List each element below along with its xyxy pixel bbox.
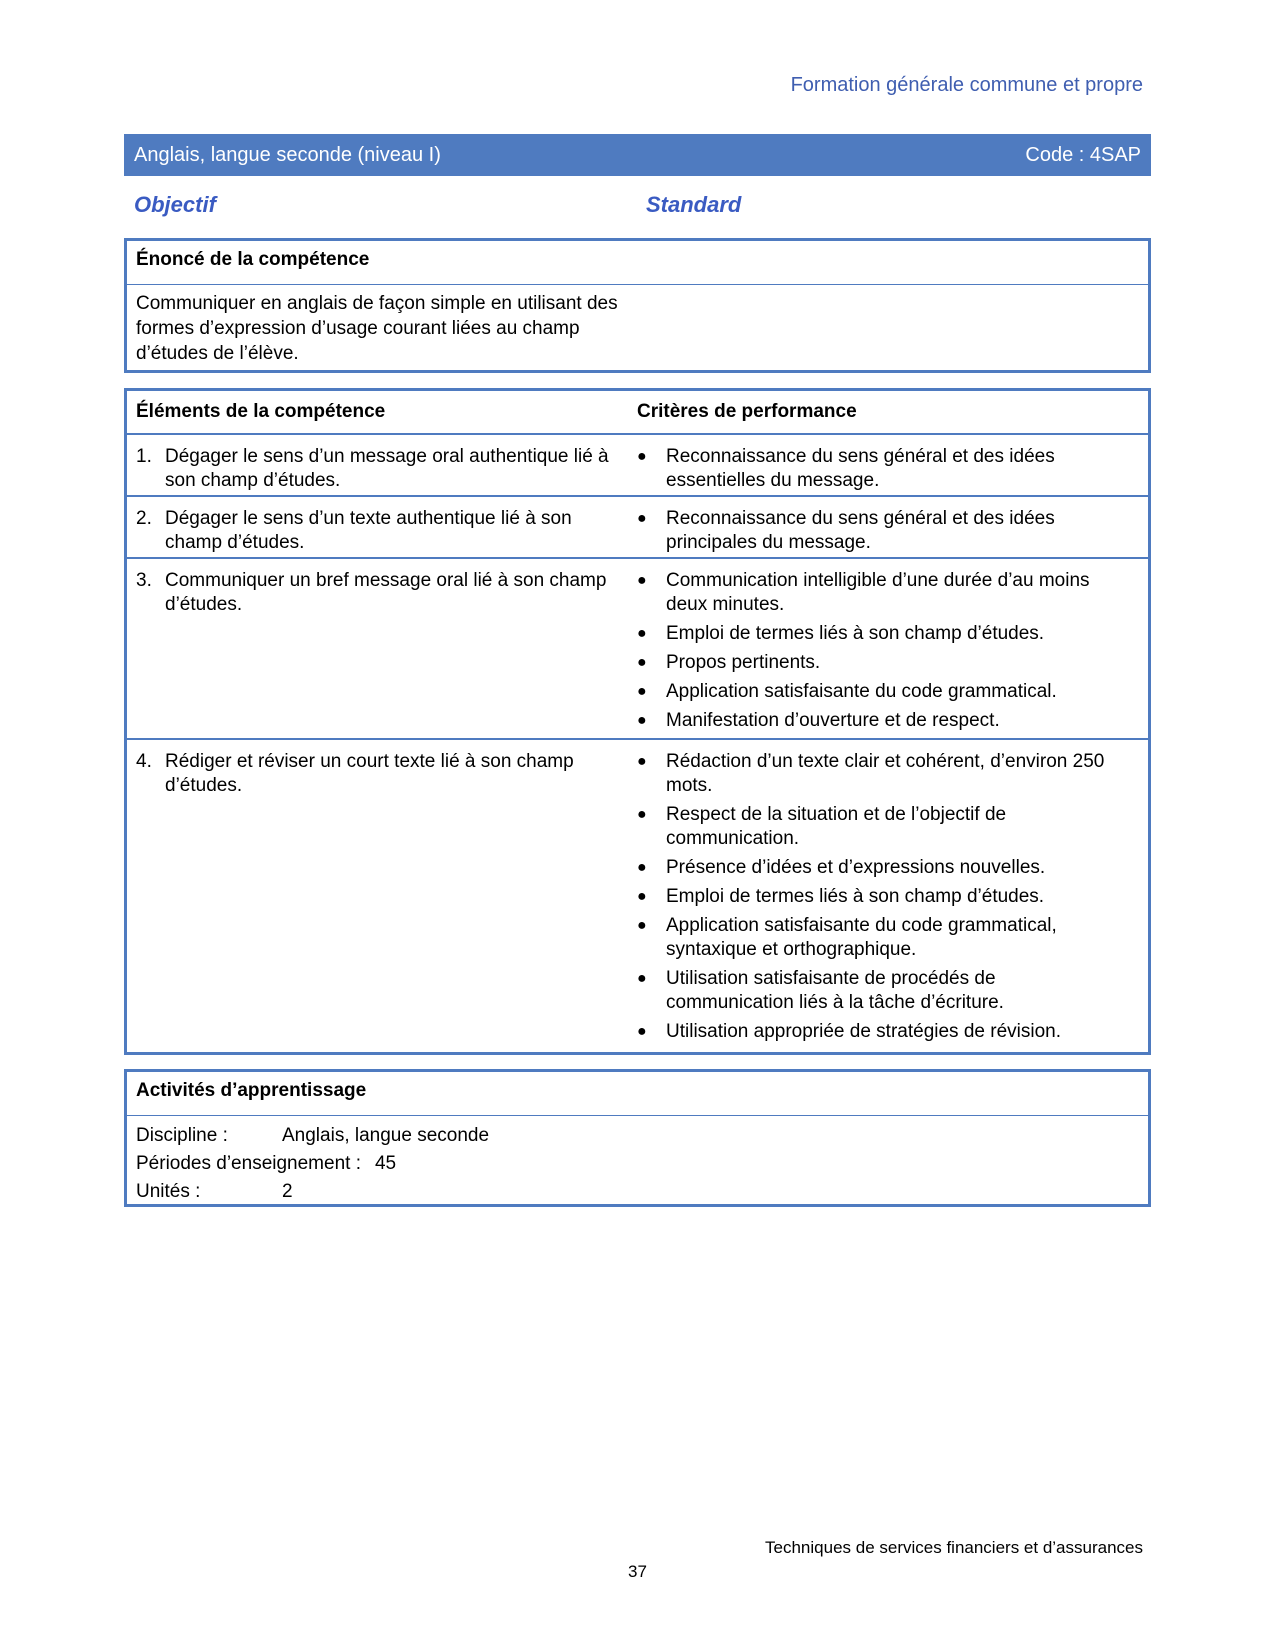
bullet-icon: ● xyxy=(637,970,647,987)
col-criteres-header: Critères de performance xyxy=(637,401,857,422)
criterion: ● Rédaction d’un texte clair et cohérent, d’environ 250 mots. xyxy=(637,751,1105,796)
element-text: Communiquer un bref message oral lié à son champ d’études. xyxy=(165,570,607,615)
element-text: Rédiger et réviser un court texte lié à son champ d’études. xyxy=(165,751,574,796)
criterion: ● Manifestation d’ouverture et de respect. xyxy=(637,710,1000,731)
criterion: ● Utilisation appropriée de stratégies de révision. xyxy=(637,1021,1061,1042)
criterion: ● Propos pertinents. xyxy=(637,652,821,673)
criterion: ● Reconnaissance du sens général et des idées essentielles du message. xyxy=(637,446,1055,491)
element-number: 3. xyxy=(136,570,152,591)
criterion: ● Application satisfaisante du code grammatical, syntaxique et orthographique. xyxy=(637,915,1057,960)
bullet-icon: ● xyxy=(637,753,647,770)
bullet-icon: ● xyxy=(637,654,647,671)
bullet-icon: ● xyxy=(637,683,647,700)
bullet-icon: ● xyxy=(637,510,647,527)
element-text: Dégager le sens d’un texte authentique lié à son champ d’études. xyxy=(165,508,572,553)
criterion: ● Emploi de termes liés à son champ d’études. xyxy=(637,623,1045,644)
bullet-icon: ● xyxy=(637,572,647,589)
bullet-icon: ● xyxy=(637,448,647,465)
bullet-icon: ● xyxy=(637,859,647,876)
unites-row xyxy=(136,1178,1139,1206)
bullet-icon: ● xyxy=(637,917,647,934)
activites-box xyxy=(124,1069,1151,1207)
periodes-value: 45 xyxy=(374,1153,397,1174)
standard-label: Standard xyxy=(646,192,742,217)
course-code: Code : 4SAP xyxy=(1025,143,1141,166)
unites-value: 2 xyxy=(282,1181,293,1202)
page-number: 37 xyxy=(628,1562,647,1581)
criterion: ● Reconnaissance du sens général et des idées principales du message. xyxy=(637,508,1055,553)
course-band xyxy=(124,134,1151,176)
objective-row xyxy=(134,192,1134,218)
enonce-text: Communiquer en anglais de façon simple en utilisant des formes d’expression d’usage courant liées au champ d’études de l’élève. xyxy=(136,293,618,364)
criterion: ● Présence d’idées et d’expressions nouvelles. xyxy=(637,857,1046,878)
discipline-label: Discipline : xyxy=(136,1125,228,1146)
activites-heading: Activités d’apprentissage xyxy=(127,1072,1148,1116)
table-row xyxy=(127,559,1148,740)
table-row xyxy=(127,497,1148,559)
col-elements-header: Éléments de la compétence xyxy=(136,401,386,422)
course-title: Anglais, langue seconde (niveau I) xyxy=(134,143,441,166)
element-number: 4. xyxy=(136,751,152,772)
periodes-label: Périodes d’enseignement : xyxy=(136,1153,361,1174)
criterion: ● Utilisation satisfaisante de procédés de communication liés à la tâche d’écriture. xyxy=(637,968,1004,1013)
element-number: 1. xyxy=(136,446,152,467)
objective-label: Objectif xyxy=(134,192,216,217)
table-header xyxy=(127,391,1148,435)
enonce-box xyxy=(124,238,1151,373)
competence-table xyxy=(124,388,1151,1055)
criterion: ● Application satisfaisante du code grammatical. xyxy=(637,681,1057,702)
table-row xyxy=(127,740,1148,1051)
discipline-value: Anglais, langue seconde xyxy=(282,1125,490,1146)
criterion: ● Communication intelligible d’une durée d’au moins deux minutes. xyxy=(637,570,1090,615)
bullet-icon: ● xyxy=(637,1023,647,1040)
bullet-icon: ● xyxy=(637,625,647,642)
footer-program: Techniques de services financiers et d’assurances xyxy=(765,1538,1143,1557)
discipline-row xyxy=(136,1122,1139,1150)
criterion: ● Emploi de termes liés à son champ d’études. xyxy=(637,886,1045,907)
bullet-icon: ● xyxy=(637,806,647,823)
section-header: Formation générale commune et propre xyxy=(790,74,1143,96)
enonce-heading: Énoncé de la compétence xyxy=(127,241,1148,285)
bullet-icon: ● xyxy=(637,888,647,905)
table-row xyxy=(127,435,1148,497)
periodes-row xyxy=(136,1150,1139,1178)
unites-label: Unités : xyxy=(136,1181,201,1202)
criterion: ● Respect de la situation et de l’objectif de communication. xyxy=(637,804,1007,849)
element-text: Dégager le sens d’un message oral authentique lié à son champ d’études. xyxy=(165,446,609,491)
bullet-icon: ● xyxy=(637,712,647,729)
element-number: 2. xyxy=(136,508,152,529)
